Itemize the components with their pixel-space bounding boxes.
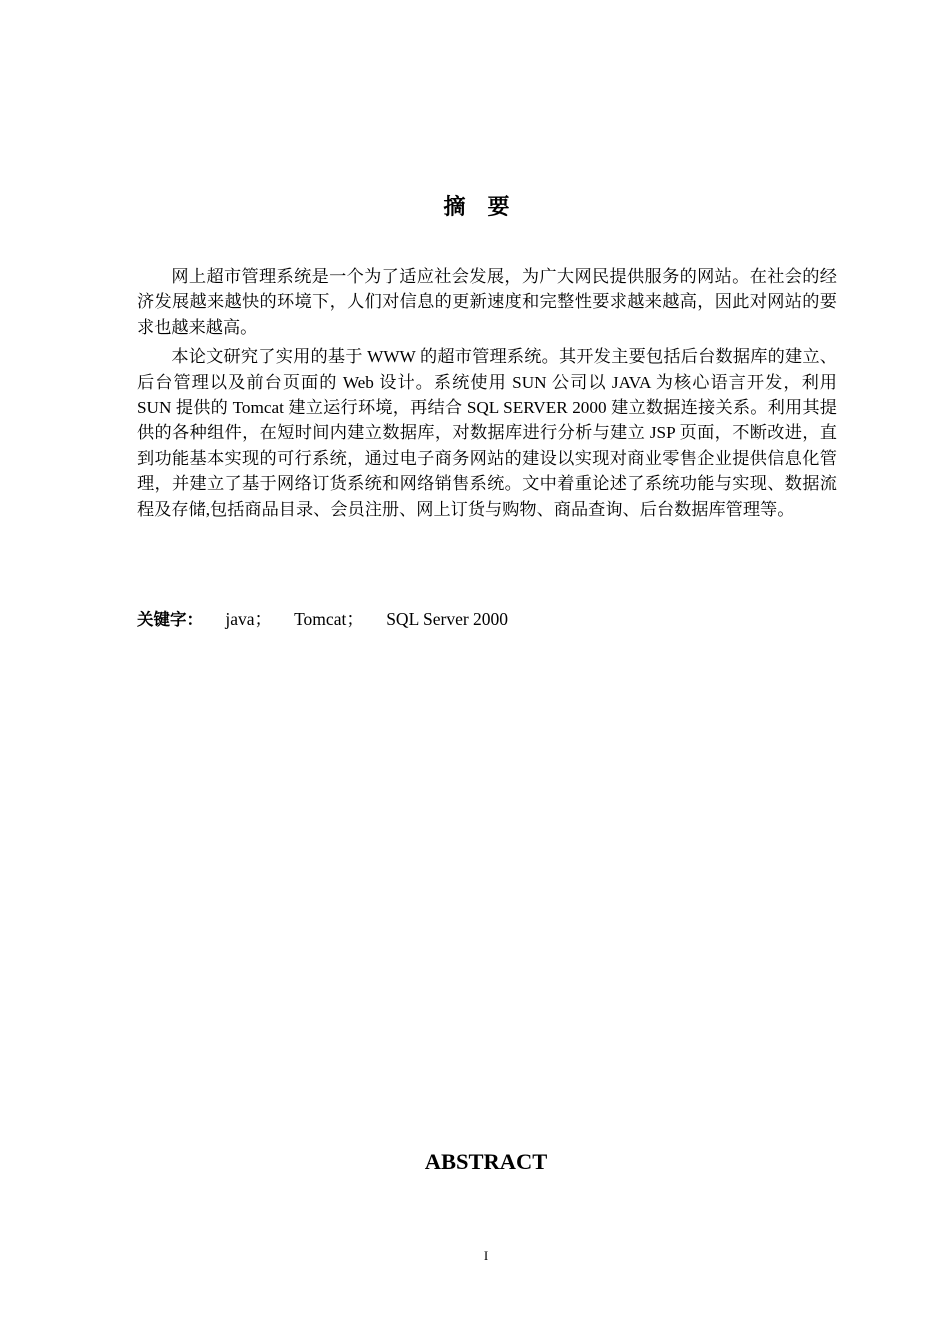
keywords-label: 关键字：	[137, 610, 203, 629]
abstract-paragraph-1: 网上超市管理系统是一个为了适应社会发展，为广大网民提供服务的网站。在社会的经济发展越来越快的环境下，人们对信息的更新速度和完整性要求越来越高，因此对网站的要求也越来越高。	[137, 267, 837, 337]
keyword-java: java；	[225, 609, 273, 629]
keyword-tomcat: Tomcat；	[294, 609, 364, 629]
abstract-title: 摘要	[443, 195, 532, 220]
page-number: I	[483, 1248, 489, 1263]
abstract-body	[137, 264, 837, 522]
abstract-english-title: ABSTRACT	[424, 1149, 548, 1174]
abstract-paragraph-2: 本论文研究了实用的基于 WWW 的超市管理系统。其开发主要包括后台数据库的建立、后台管理以及前台页面的 Web 设计。系统使用 SUN 公司以 JAVA 为核心语言开发，利用 SUN 提供的 Tomcat 建立运行环境，再结合 SQL SERVER 2000 建立数据连接关系。利用其提供的各种组件，在短时间内建立数据库，对数据库进行分析与建立 JSP 页面，不断改进，直到功能基本实现的可行系统，通过电子商务网站的建设以实现对商业零售企业提供信息化管理，并建立了基于网络订货系统和网络销售系统。文中着重论述了系统功能与实现、数据流程及存储,包括商品目录、会员注册、网上订货与购物、商品查询、后台数据库管理等。	[137, 347, 837, 519]
keyword-sql-server: SQL Server 2000	[386, 609, 509, 629]
keywords-line	[137, 606, 526, 633]
